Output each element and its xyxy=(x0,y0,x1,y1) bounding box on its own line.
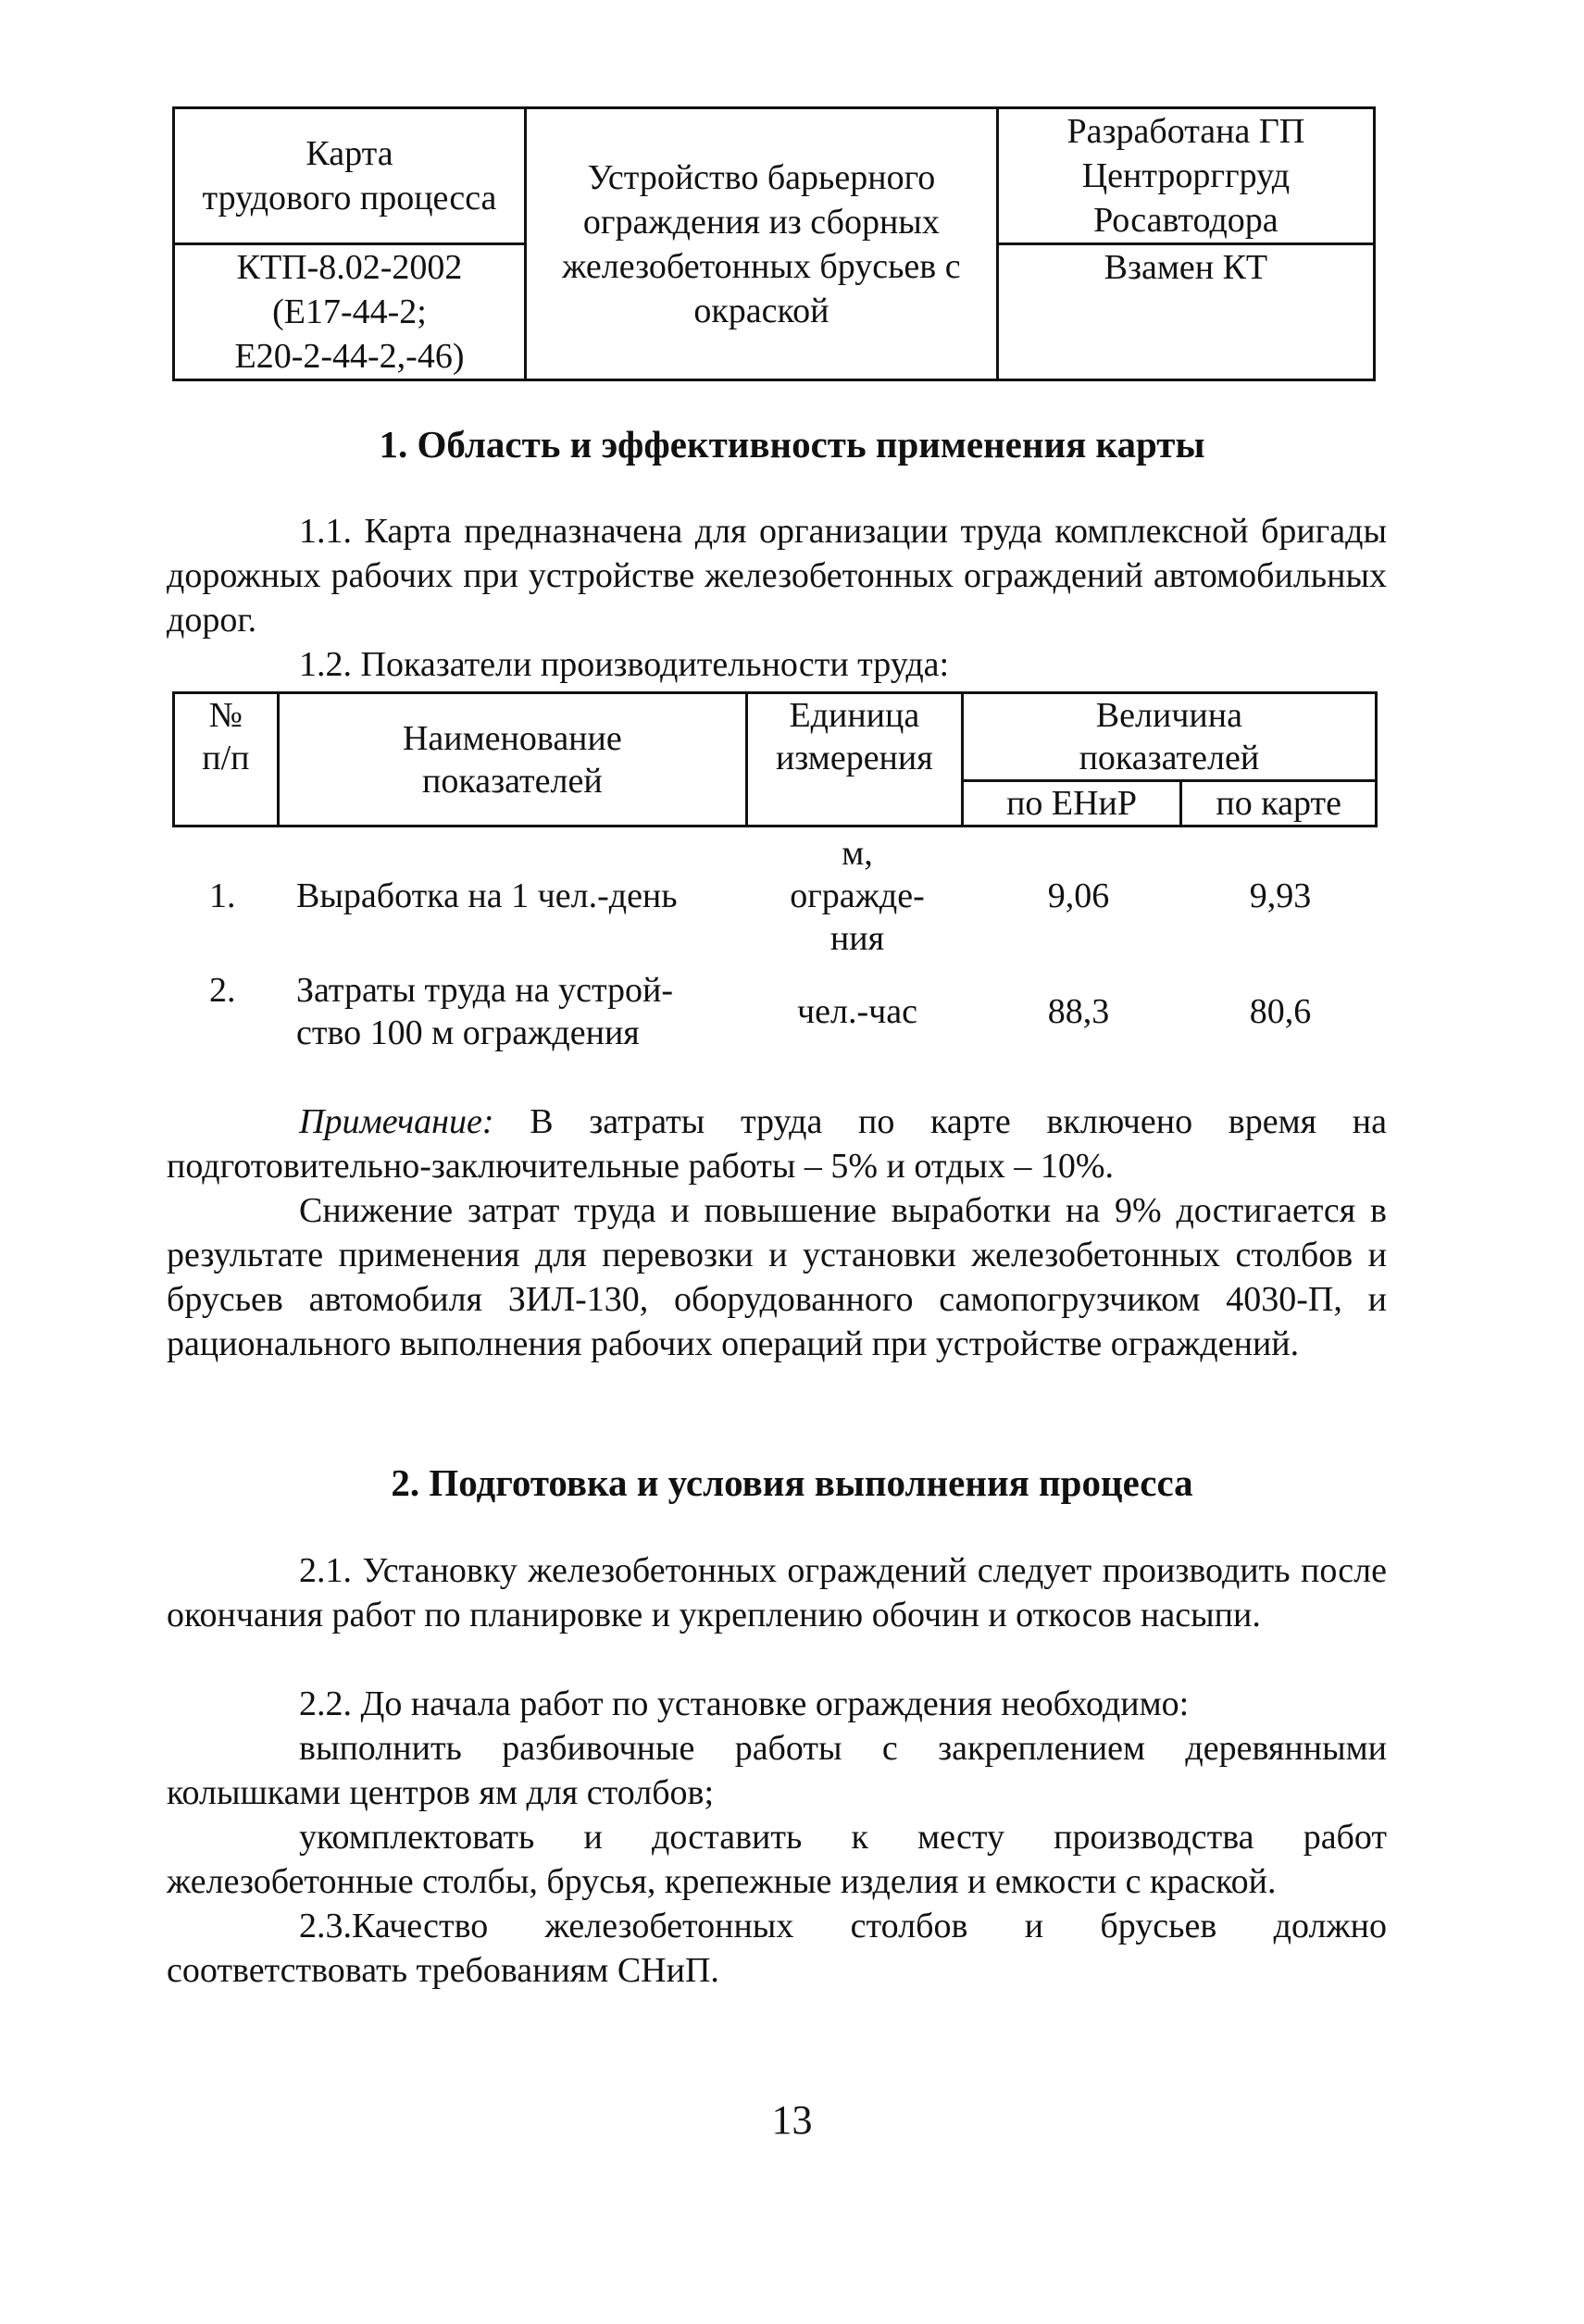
col-name-header: Наименование показателей xyxy=(278,693,746,826)
row-enir: 9,06 xyxy=(1047,876,1110,915)
paragraph-2-2b: укомплектовать и доставить к месту производства работ железобетонные столбы, брусья, крепежные изделия и емкости с краской. xyxy=(167,1818,1387,1901)
process-title: Устройство барьерного ограждения из сборных железобетонных брусьев с окраской xyxy=(526,108,998,380)
row-num: 1. xyxy=(209,876,236,915)
note-paragraph xyxy=(167,1100,1387,1188)
replaces-cell: Взамен КТ xyxy=(997,244,1374,380)
note-label: Примечание: xyxy=(299,1102,494,1141)
note-paragraph-2: Снижение затрат труда и повышение выработки на 9% достигается в результате применения для перевозки и установки железобетонных столбов и брусьев автомобиля ЗИЛ-130, оборудованного самопогрузчиком 4030-П, и рационального выполнения рабочих операций при устройстве ограждений. xyxy=(167,1191,1387,1363)
row-card: 9,93 xyxy=(1249,876,1312,915)
row-name: Выработка на 1 чел.-день xyxy=(296,876,678,915)
paragraph-2-3: 2.3.Качество железобетонных столбов и брусьев должно соответствовать требованиям СНиП. xyxy=(167,1907,1387,1990)
col-unit-header: Единица измерения xyxy=(746,693,962,826)
row-card: 80,6 xyxy=(1249,992,1312,1031)
row-unit: чел.-час xyxy=(797,992,917,1031)
section2-heading: 2. Подготовка и условия выполнения процесса xyxy=(391,1461,1193,1504)
col-value-header: Величина показателей xyxy=(962,693,1376,781)
header-table xyxy=(172,106,1376,381)
col-num-header: № п/п xyxy=(174,693,279,826)
paragraph-1-1: 1.1. Карта предназначена для организации труда комплексной бригады дорожных рабочих при устройстве железобетонных ограждений автомобильных дорог. xyxy=(167,512,1387,640)
col-card-header: по карте xyxy=(1181,781,1377,826)
developer-cell: Разработана ГП Центрорггруд Росавтодора xyxy=(997,108,1374,244)
card-code: КТП-8.02-2002 (Е17-44-2; Е20-2-44-2,-46) xyxy=(174,244,526,380)
performance-table xyxy=(172,691,1378,827)
paragraph-2-2a: выполнить разбивочные работы с закреплением деревянными колышками центров ям для столбов; xyxy=(167,1729,1387,1812)
note-text: В затраты труда по карте включено время на подготовительно-заключительные работы – 5% и отдых – 10%. xyxy=(167,1102,1387,1186)
row-name: Затраты труда на устрой- ство 100 м ограждения xyxy=(296,971,674,1052)
section1-heading: 1. Область и эффективность применения карты xyxy=(379,423,1205,466)
row-unit: м, огражде- ния xyxy=(790,834,925,958)
row-enir: 88,3 xyxy=(1047,992,1110,1031)
paragraph-2-1: 2.1. Установку железобетонных ограждений следует производить после окончания работ по планировке и укреплению обочин и откосов насыпи. xyxy=(167,1551,1387,1634)
row-num: 2. xyxy=(209,971,236,1010)
paragraph-2-2: 2.2. До начала работ по установке ограждения необходимо: xyxy=(299,1684,1190,1723)
paragraph-1-2: 1.2. Показатели производительности труда: xyxy=(299,645,950,684)
col-enir-header: по ЕНиР xyxy=(962,781,1181,826)
page-number: 13 xyxy=(771,2097,813,2143)
card-label: Карта трудового процесса xyxy=(174,108,526,244)
